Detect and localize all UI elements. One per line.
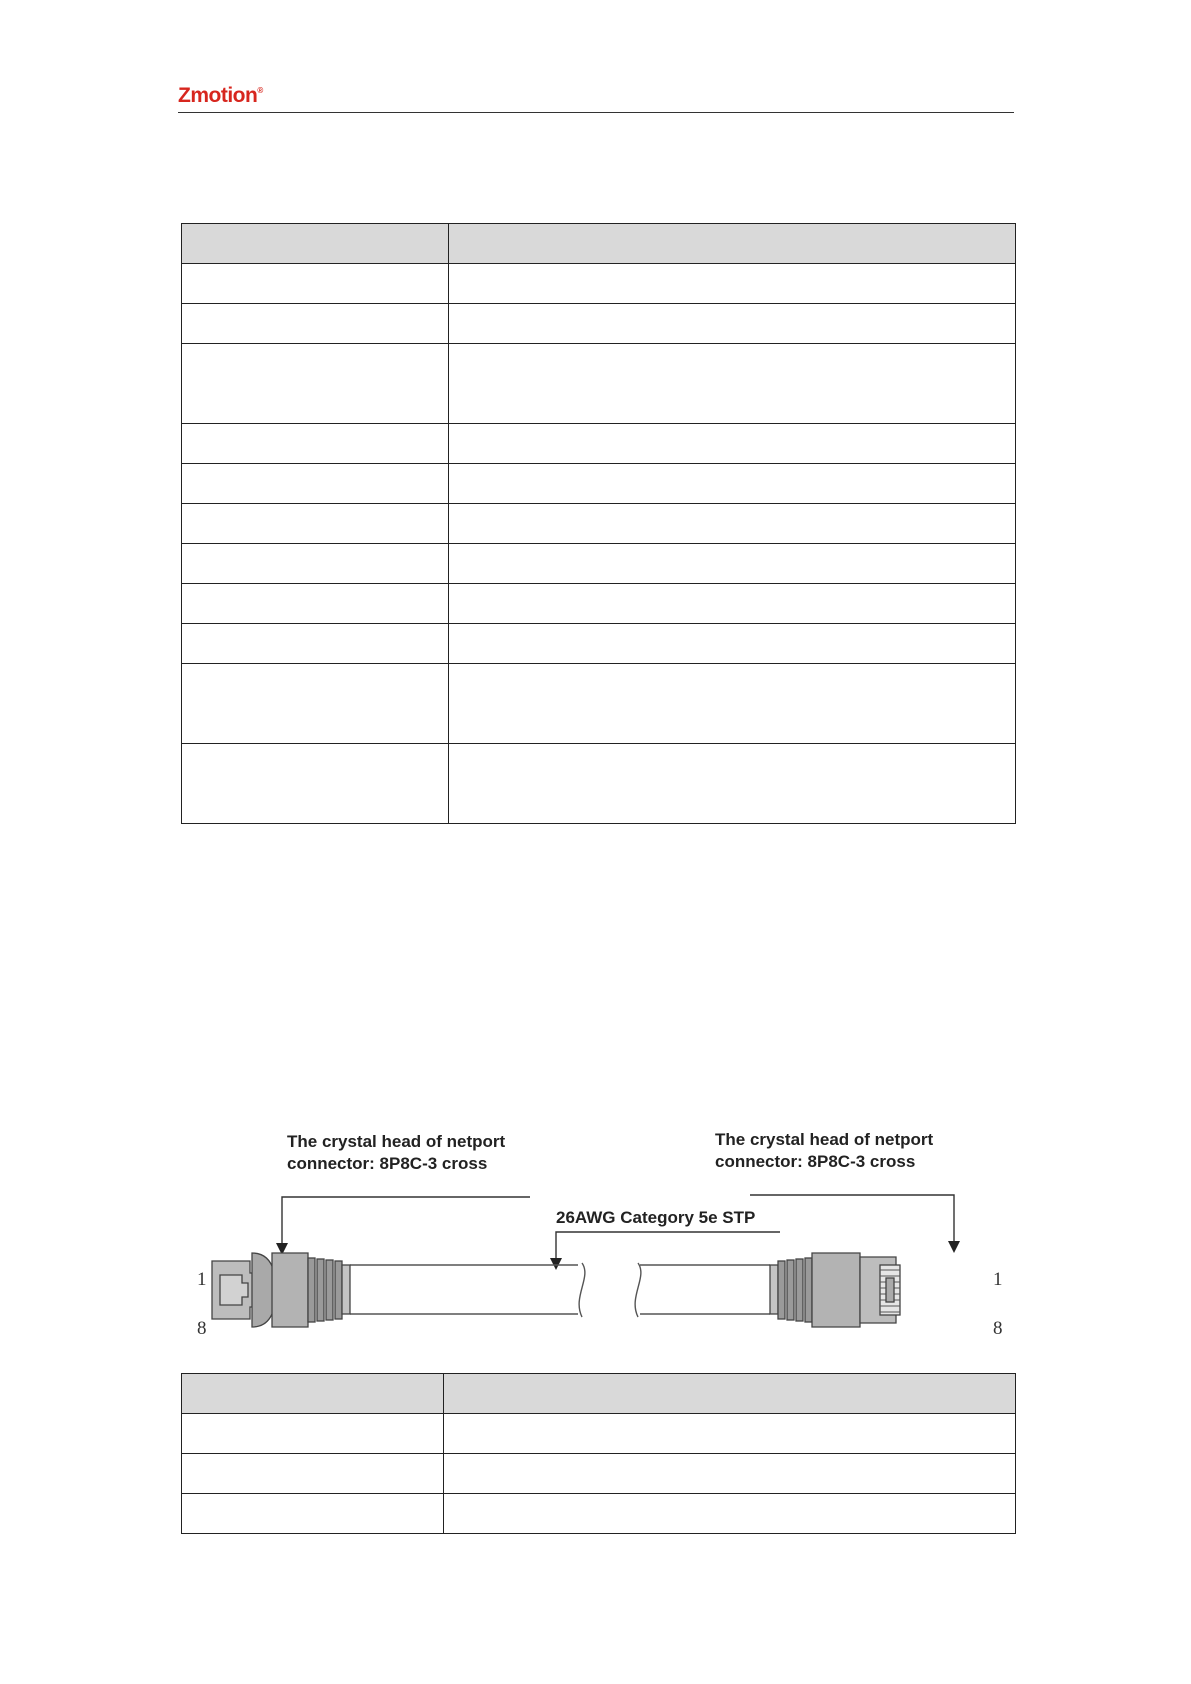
table-cell [182, 664, 449, 744]
table-cell [182, 584, 449, 624]
table-cell [182, 504, 449, 544]
table-cell [449, 464, 1016, 504]
table-cell [182, 1494, 444, 1534]
table-cell [182, 744, 449, 824]
cable-leader-line [556, 1232, 780, 1260]
table-row [182, 744, 1016, 824]
table-row [182, 304, 1016, 344]
header-cell [182, 1374, 444, 1414]
table-cell [449, 344, 1016, 424]
table-cell [182, 1454, 444, 1494]
table-row [182, 344, 1016, 424]
table-row [182, 664, 1016, 744]
cable-body [350, 1263, 770, 1317]
table-header-row [182, 1374, 1016, 1414]
brand-logo: Zmotion® [178, 84, 263, 107]
table-row [182, 504, 1016, 544]
table-row [182, 264, 1016, 304]
right-arrowhead [948, 1241, 960, 1253]
table-row [182, 1414, 1016, 1454]
table-row [182, 424, 1016, 464]
header-cell [449, 224, 1016, 264]
table-cell [182, 344, 449, 424]
table-cell [449, 504, 1016, 544]
table-cell [444, 1454, 1016, 1494]
spec-table-2 [181, 1373, 1016, 1534]
left-leader-line [282, 1197, 530, 1245]
table-header-row [182, 224, 1016, 264]
right-leader-line [750, 1195, 954, 1243]
cable-break-right [635, 1263, 641, 1317]
left-connector-label-line1: The crystal head of netport [287, 1132, 506, 1151]
table-row [182, 624, 1016, 664]
table-cell [449, 424, 1016, 464]
table-cell [449, 664, 1016, 744]
header-divider [178, 112, 1014, 113]
table-cell [182, 464, 449, 504]
table-cell [449, 584, 1016, 624]
ethernet-cable-diagram [190, 1125, 1010, 1340]
cable-arrowhead [550, 1258, 562, 1270]
right-pin-top-number: 1 [993, 1269, 1003, 1290]
table-row [182, 1454, 1016, 1494]
table-cell [449, 544, 1016, 584]
table-row [182, 464, 1016, 504]
leader-lines [282, 1195, 954, 1260]
table-row [182, 584, 1016, 624]
left-rj45-connector [212, 1253, 350, 1327]
table-cell [182, 624, 449, 664]
header-cell [182, 224, 449, 264]
table-cell [182, 544, 449, 584]
table-cell [449, 304, 1016, 344]
table-cell [449, 624, 1016, 664]
table-cell [444, 1494, 1016, 1534]
table-row [182, 1494, 1016, 1534]
table-cell [444, 1414, 1016, 1454]
table-cell [182, 424, 449, 464]
left-connector-label-line2: connector: 8P8C-3 cross [287, 1154, 488, 1173]
right-connector-label-line1: The crystal head of netport [715, 1130, 934, 1149]
table-cell [182, 264, 449, 304]
cable-type-label: 26AWG Category 5e STP [556, 1208, 756, 1227]
left-pin-top-number: 1 [197, 1269, 207, 1290]
right-pin-bottom-number: 8 [993, 1318, 1003, 1339]
table-cell [449, 264, 1016, 304]
table-cell [182, 1414, 444, 1454]
cable-break-left [579, 1263, 585, 1317]
header-cell [444, 1374, 1016, 1414]
left-pin-bottom-number: 8 [197, 1318, 207, 1339]
right-connector-label-line2: connector: 8P8C-3 cross [715, 1152, 916, 1171]
spec-table-1 [181, 223, 1016, 824]
right-rj45-connector [770, 1253, 900, 1327]
table-cell [449, 744, 1016, 824]
table-row [182, 544, 1016, 584]
table-cell [182, 304, 449, 344]
